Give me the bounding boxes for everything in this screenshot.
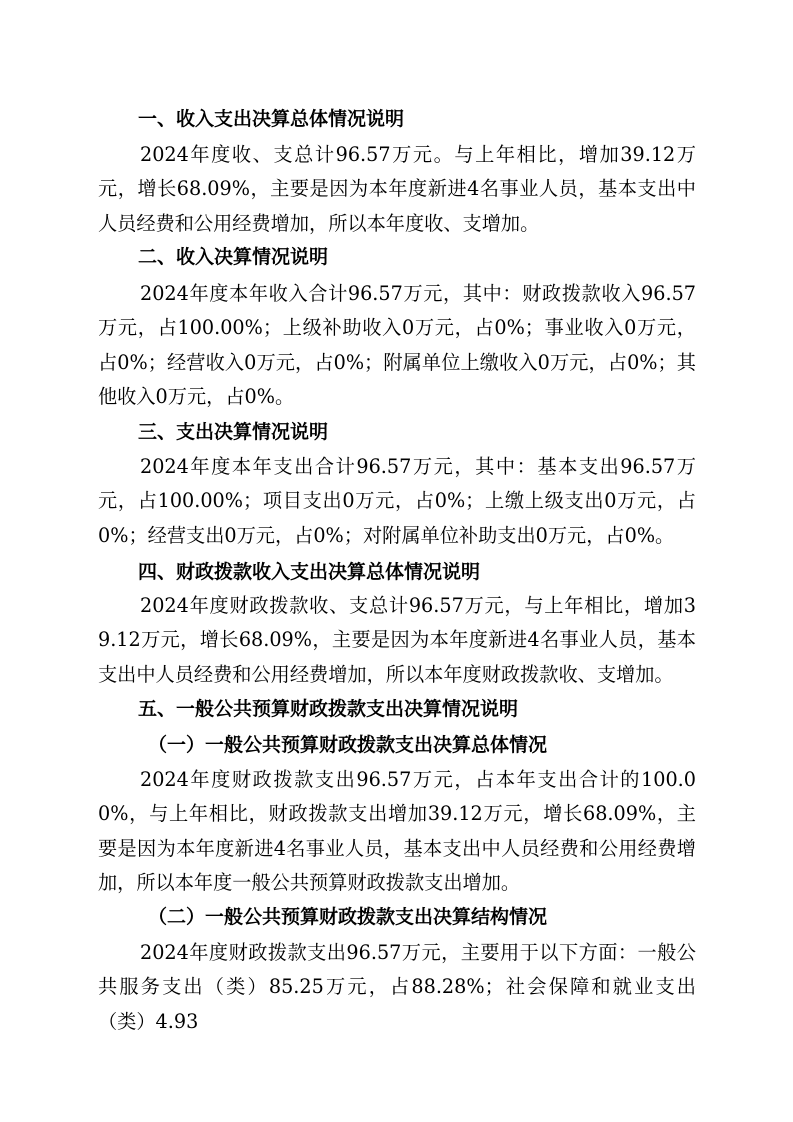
- section-5-heading: 五、一般公共预算财政拨款支出决算情况说明: [138, 698, 519, 720]
- section-5-1-heading: （一）一般公共预算财政拨款支出决算总体情况: [148, 734, 548, 756]
- section-4-heading: 四、财政拨款收入支出决算总体情况说明: [138, 561, 481, 583]
- section-4-body: 2024年度财政拨款收、支总计96.57万元，与上年相比，增加39.12万元，增长68.09%，主要是因为本年度新进4名事业人员，基本支出中人员经费和公用经费增加，所以本年度财政拨款收、支增加。: [98, 594, 696, 686]
- section-3-body: 2024年度本年支出合计96.57万元，其中：基本支出96.57万元，占100.00%；项目支出0万元，占0%；上缴上级支出0万元，占0%；经营支出0万元，占0%；对附属单位补助支出0万元，占0%。: [98, 455, 696, 547]
- section-5-2-body: 2024年度财政拨款支出96.57万元，主要用于以下方面：一般公共服务支出（类）85.25万元，占88.28%；社会保障和就业支出（类）4.93: [98, 941, 696, 1033]
- section-5-2-heading: （二）一般公共预算财政拨款支出决算结构情况: [148, 906, 548, 928]
- section-3-heading: 三、支出决算情况说明: [138, 421, 329, 443]
- section-2-heading: 二、收入决算情况说明: [138, 246, 329, 268]
- section-5-1-body: 2024年度财政拨款支出96.57万元，占本年支出合计的100.00%，与上年相比，财政拨款支出增加39.12万元，增长68.09%，主要是因为本年度新进4名事业人员，基本支出中人员经费和公用经费增加，所以本年度一般公共预算财政拨款支出增加。: [98, 768, 696, 894]
- section-1-body: 2024年度收、支总计96.57万元。与上年相比，增加39.12万元，增长68.09%，主要是因为本年度新进4名事业人员，基本支出中人员经费和公用经费增加，所以本年度收、支增加。: [98, 143, 696, 235]
- section-2-body: 2024年度本年收入合计96.57万元，其中：财政拨款收入96.57万元，占100.00%；上级补助收入0万元，占0%；事业收入0万元，占0%；经营收入0万元，占0%；附属单位上缴收入0万元，占0%；其他收入0万元，占0%。: [98, 282, 696, 408]
- section-1-heading: 一、收入支出决算总体情况说明: [138, 108, 405, 130]
